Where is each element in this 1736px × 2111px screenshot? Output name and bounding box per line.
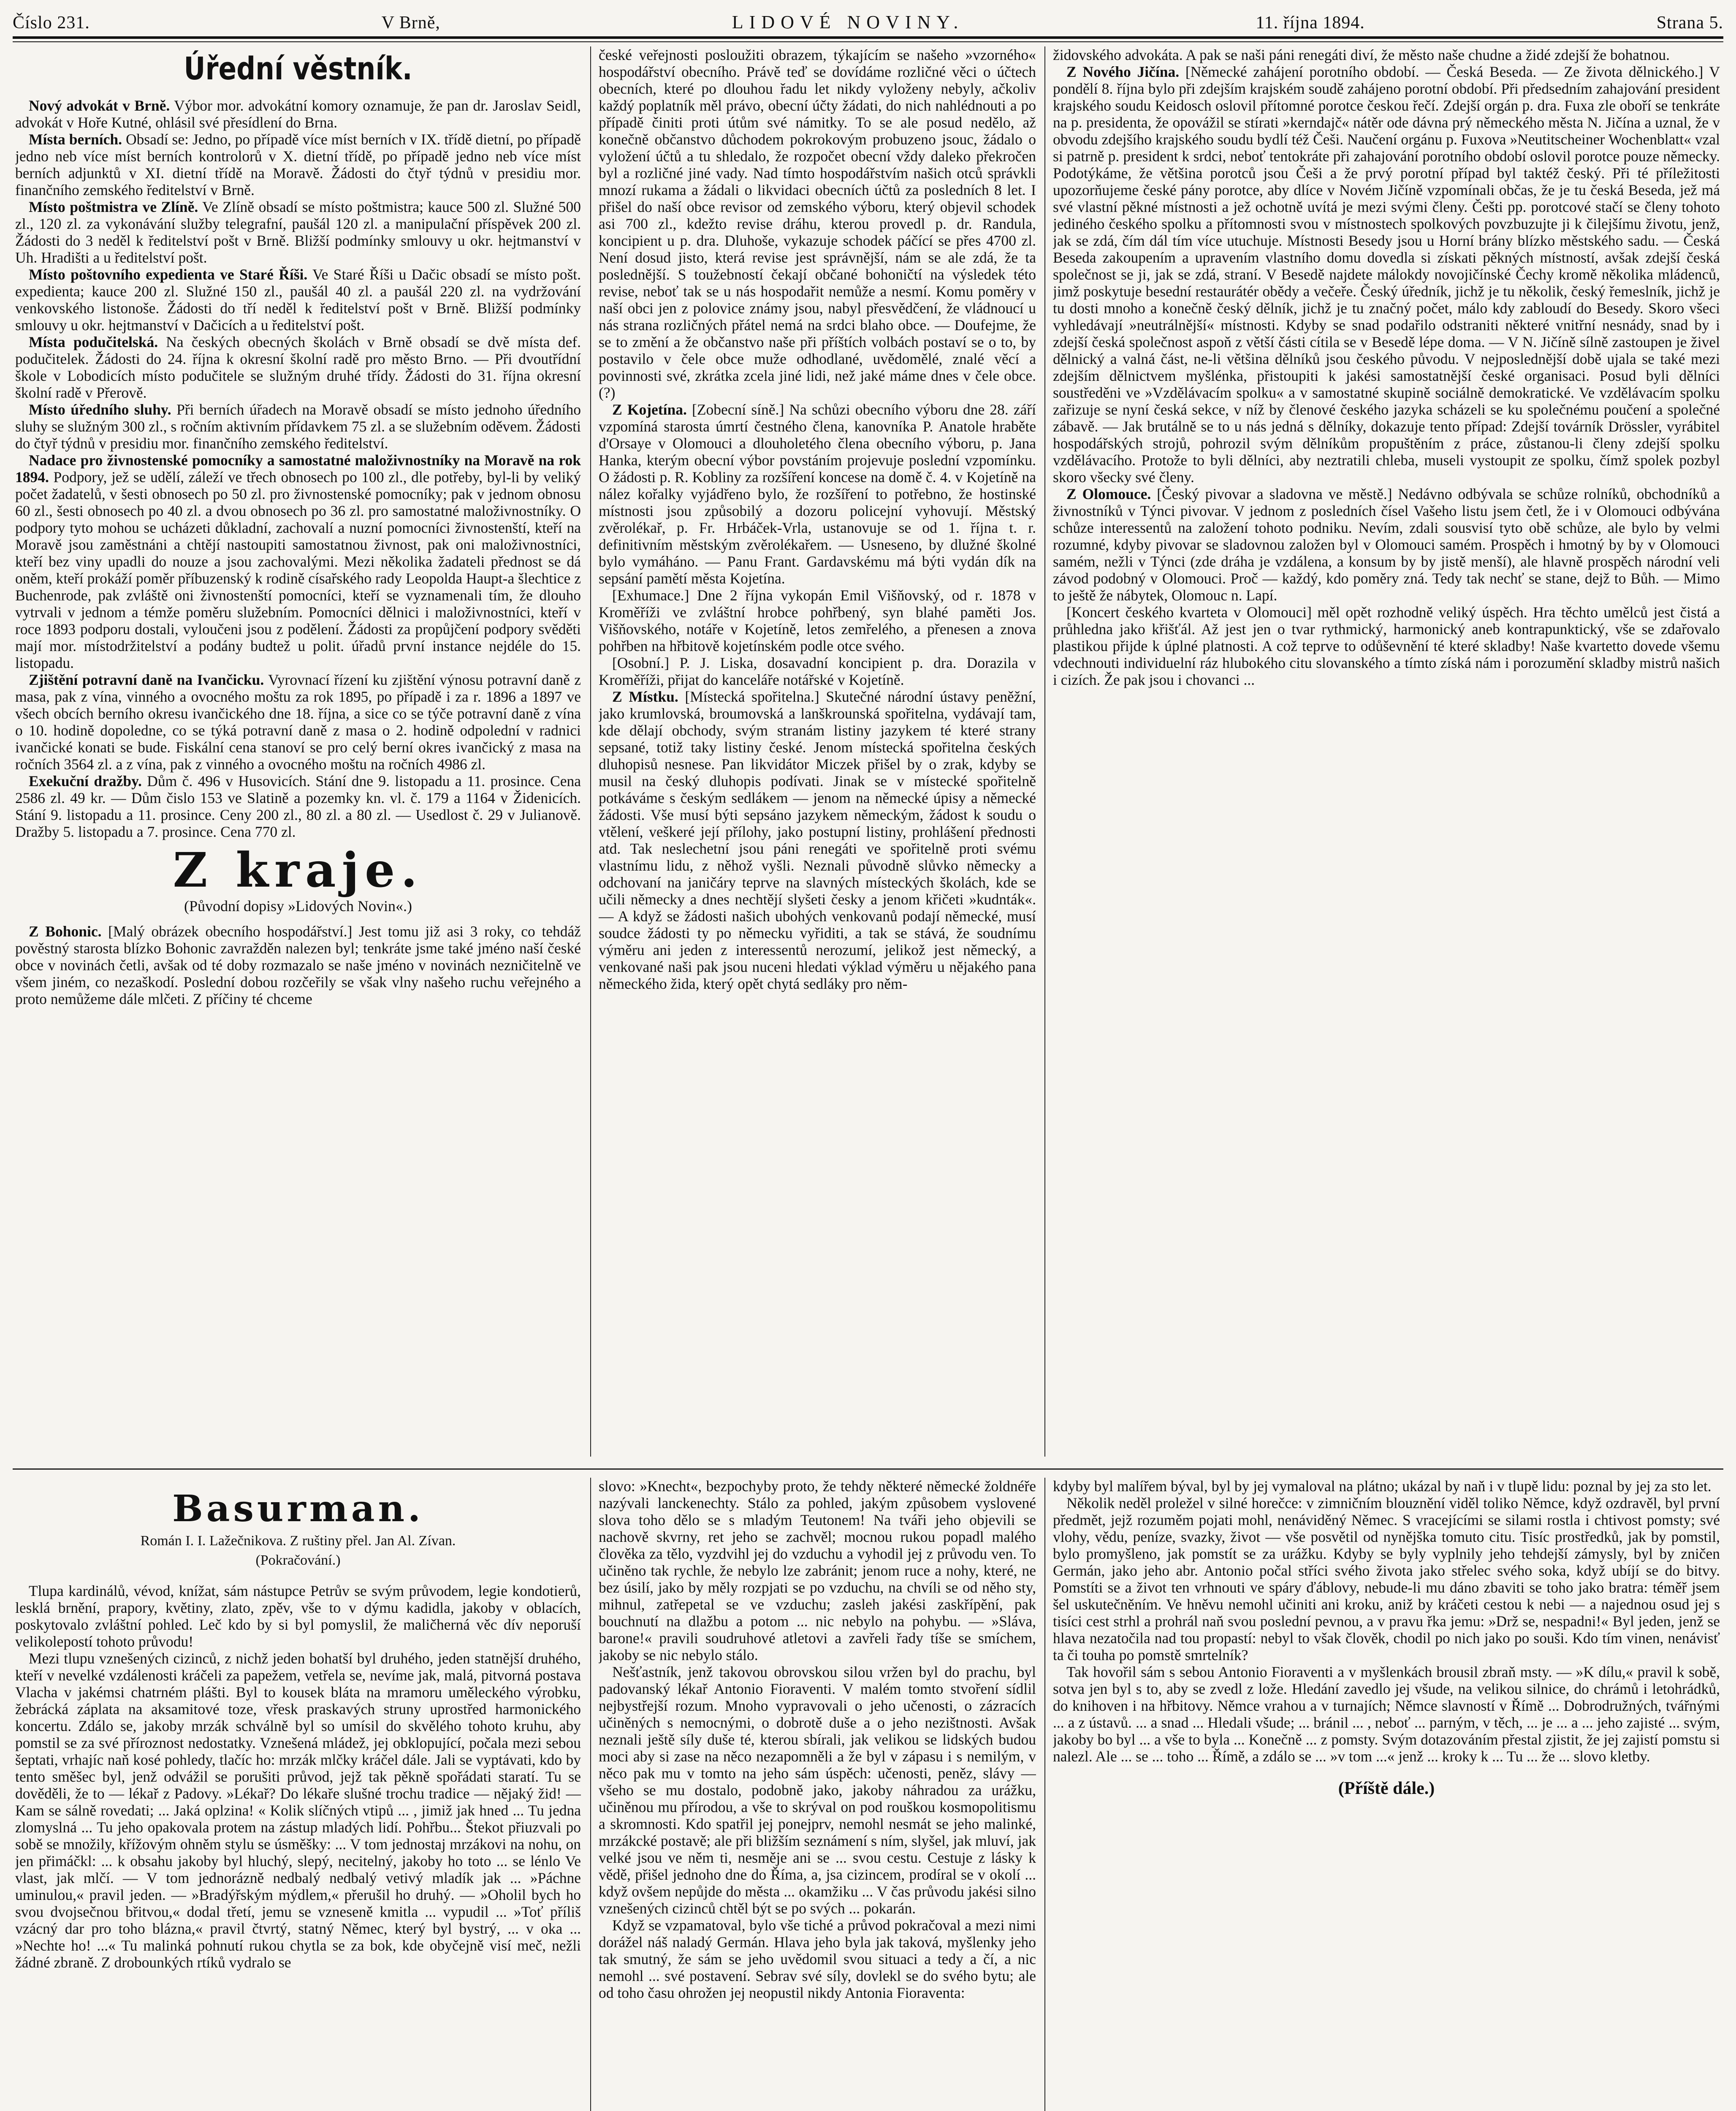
novel-paragraph: Když se vzpamatoval, bylo vše tiché a průvod pokračoval a mezi nimi dorážel náš naladý Germán. Hlava jeho byla jak taková, myšlenky jeho tak smutný, že sám se jeho uvědomil svou situaci a tedy a čí, a nic nemohl ... své postavení. Sebrav své síly, dovlekl se do svého bytu; ale od toho času ohrožen jej neopustil nikdy Antonia Fioraventa: — [599, 1917, 1036, 2001]
item-text: Vyrovnací řízení ku zjištění výnosu potravní daně z masa, pak z vína, vinného a ovocného moštu za rok 1895, po případě i za r. 1896 a 1897 ve všech obcích berního okresu ivančického dne 18. října, a sice co se týče potravní daně z vína o 10. hodině dopoledne, co se týká potravní daně z masa o 2. hodině odpolední v radnici ivančické konati se bude. Fiskální cena stanoví se pro celý berní okres ivančický z masa na ročních 3564 zl. a z vína, pak z vinného a ovocného moštu na ročních 4986 zl. — [15, 671, 581, 773]
item-lead: Místo úředního sluhy. — [29, 401, 171, 418]
novel-paragraph: Nešťastník, jenž takovou obrovskou silou vržen byl do prachu, byl padovanský lékař Antonio Fioraventi. V malém tomto stvoření sídlil nejbystřejší rozum. Mnoho vypravovali o jeho učenosti, o zázracích učiněných s nemocnými, o dobrotě duše a o jeho nezištnosti. Avšak neznali ještě síly duše té, kterou sbírali, jak velikou se lidských budou moci aby si zase na něco nezapomněli a že byl v zápasu i s nemilým, v něco pak mu v tomto na jeho sám úspěch: učenosti, peněz, slávy — všeho se mu dostalo, podobně jako, jakoby náhradou za urážku, učiněnou mu přírodou, a vše to skrýval on pod rouškou kosmopolitismu a skromnosti. Kdo spatřil jej ponejprv, nemohl nesmát se jeho malinké, mrzákcké postavě; ale při bližším seznámení s ním, slyšel, jak mluví, jak velké jsou ve něm ti, nesměje ani se ... svou cestu. Cestuje z lásky k vědě, přišel jednoho dne do Říma, a, jsa cizincem, prodíral se v okolí ... když ovšem nepůjde do města ... okamžiku ... V čas průvodu jakési silno vznešených cizinců chtěl být se po svých ... pokarán. — [599, 1663, 1036, 1917]
item-text: české veřejnosti posloužiti obrazem, týkajícím se našeho »vzorného« hospodářství obecního. Právě teď se dovídáme rozličné věci o účtech obecních, které po dlouhou řadu let nikdy vyloženy nebyly, ačkoliv každý poplatník měl právo, obecní účty žádati, do nich nahlédnouti a po případě činiti proti útům své námitky. To se ale posud nedělo, až konečně občanstvo důchodem pokrokovým probuzeno jsouc, žádalo o vyložení účtů a tu shledalo, že rozpočet obecní vždy daleko překročen byl a rozličné jiné vady. Nad tímto hospodářstvím našich otců správkli mnozí rukama a žádali o likvidaci obecních účtů za posledních 8 let. I přišel do naší obce revisor od zemského výboru, který objevil schodek asi 700 zl., kdežto revise dráhu, kterou provedl p. dr. Randula, koncipient u p. dra. Dluhoše, vykazuje schodek páčící se přes 4700 zl. Není dosud jisto, která revise jest správnější, nám se ale zdá, že ta poslednější. S toužebností čekají občané bohoničtí na výsledek této revise, neboť tak se u nás hospodařit nemůže a nesmí. Komu poměry v naší obci jen z polovice známy jsou, nabyl přesvědčení, že vládnoucí u nás strana rozličných přátel nemá na srdci blaho obce. — Doufejme, že se to změní a že občanstvo naše při příštích volbách postaví se o to, by postavilo v čele obce muže odhodlané, uvědomělé, znalé věcí a povinnosti své, zkrátka zcela jiné lidi, než jaké máme dnes v čele obce. (?) — [599, 46, 1036, 401]
item-text: [Český pivovar a sladovna ve městě.] Nedávno odbývala se schůze rolníků, obchodníků a živnostníků v Týnci pivovar. V jednom z posledních čísel Vašeho listu jsem četl, že i v Olomouci odbývána schůze interessentů na založení tohoto podniku. Nevím, zdali sousvisí tyto obě schůze, ale bylo by velmi rozumné, kdyby pivovar se sladovnou založen byl v Olomouci samém. Prospěch i hmotný by by v Olomouci samém, nežli v Týnci (zde dráha je vzdálena, a konsum by by jistě menší), ale hlavně prospěch národní veli závod podobný v Olomouci. Proč — každý, kdo poměry zná. Tedy tak nechť se stane, dejž to Bůh. — Mimo to ještě že nábytek, Olomouc n. Lapí. — [1053, 486, 1720, 604]
page-number: Strana 5. — [1656, 13, 1723, 33]
novel-paragraph: Tlupa kardinálů, vévod, knížat, sám nástupce Petrův se svým průvodem, legie kondotierů, lesklá brnění, prapory, květiny, zlato, zpěv, vše to v dýmu kadidla, jakoby v oblacích, poskytovalo zvláštní pohled. Leč kdo by si byl pomyslil, že maličherná věc dív neporuší velikolepostí tohoto průvodu! — [15, 1582, 581, 1650]
item-text: Obsadí se: Jedno, po případě více míst berních v IX. třídě dietní, po případě jedno neb více míst berních kontrolorů v X. dietní třídě, po případě jedno neb více míst berních adjunktů v XI. dietní třídě na Moravě. Žádosti do čtyř týdnů v presidiu mor. finančního zemského ředitelství v Brně. — [15, 131, 581, 198]
item-lead: Místo poštmistra ve Zlíně. — [29, 198, 198, 215]
item-lead: Nadace pro živnostenské pomocníky a samostatné maloživnostníky na Moravě na rok 1894. — [15, 452, 581, 486]
dateline: Z Místku. — [612, 688, 678, 705]
item-text: Na českých obecných školách v Brně obsadí se dvě místa def. podučitelek. Žádosti do 24. října k okresní školní radě pro město Brno. — Při dvoutřídní škole v Lobodicích místo podučitele se služným druhé třídy. Žádosti do 31. října okresní školní radě v Přerově. — [15, 334, 581, 401]
feuilleton-column-1 — [15, 1478, 581, 2111]
item-text: [Místecká spořitelna.] Skutečné národní ústavy peněžní, jako krumlovská, broumovská a lanškrounská spořitelna, vydávají tam, kde dělají obchody, svým stranám listiny jazykem té které strany sepsané, totiž taky listiny české. Jenom místecká spořitelna českých dluhopisů nesnese. Pan likvidátor Miczek přišel by o zrak, kdyby se musil na český dluhopis podívati. Jinak se v místecké spořitelně potkáváme s českým sedlákem — jenom na německé úpisy a německé žádosti. Vše musí býti sepsáno jazykem německým, žádost k soudu o vtělení, veškeré její přílohy, jako postupní listiny, prohlášení přednosti atd. Tak neslechetní jsou páni renegáti ve spořitelně proti svému vlastnímu lidu, z něhož vyšli. Neznali původně slůvko německy a odchovaní na janičáry teprve na slavných místeckých školách, kde se učili německy a dnes nechtějí slyšeti česky a jenom křičeti »kudnták«. — A když se žádosti našich ubohých venkovanů podají německé, musí soudce žádosti ty po německu vyřiditi, a tak se stává, že soudnímu výměru ani jeden z interessentů nerozumí, jelikož jest německý, a venkované naši pak jsou nuceni hledati výklad výměru u nějakého pana německého žida, který opět chytá sedláky pro něm- — [599, 688, 1036, 992]
column-regional-news-2 — [1053, 46, 1720, 1461]
item-text: Podpory, jež se udělí, záleží ve třech obnosech po 100 zl., dle potřeby, byl-li by veliký počet žadatelů, v šesti obnosech po 50 zl. pro živnostenské pomocníky; pak v jednom obnosu 60 zl., šesti obnosech po 40 zl. a dvou obnosech po 36 zl. pro samostatné maloživnostníky. O podpory tyto mohou se ucházeti důkladní, zachovalí a nuzní pomocníci živnostenští, kteří na Moravě jsou zaměstnáni a chtějí nastoupiti samostatnou živnost, pak oni maloživnostníci, kteří bez viny upadli do nouze a jsou zachovalými. Mezi několika žadateli přednost se dá oněm, kteří prokáží poměr příbuzenský k rodině císařského rady Leopolda Haupt-a šlechtice z Buchenrode, pak zvláště oni živnostenští pomocníci, kteří se vyznamenali tím, že dlouho vytrvali v jednom a témže poměru služebním. Pomocníci dělnici i maloživnostníci, kteří v roce 1893 podporu dostali, vyloučeni jsou z podělení. Žádosti za propůjčení podpory svěděti mají mor. místodržitelství a podány budtež u polit. úřadů první instance nejdéle do 15. listopadu. — [15, 469, 581, 671]
item-lead: Nový advokát v Brně. — [29, 97, 170, 114]
section-subheading: (Původní dopisy »Lidových Novin«.) — [184, 898, 412, 914]
date: 11. října 1894. — [1256, 13, 1365, 33]
item-text: [Exhumace.] Dne 2 října vykopán Emil Višňovský, od r. 1878 v Kroměříži ve zvláštní hrobce pohřbený, syn blahé paměti Jos. Višňovského, notáře v Kojetíně, letos zemřelého, a přenesen a znova pohřben na hřbitově kojetínském podle otce svého. — [599, 587, 1036, 654]
novel-paragraph: kdyby byl malířem býval, byl by jej vymaloval na plátno; ukázal by naň i v tlupě lidu: poznal by jej za sto let. — [1053, 1478, 1712, 1495]
column-rule — [1044, 1478, 1045, 2111]
item-text: [Koncert českého kvarteta v Olomouci] měl opět rozhodně veliký úspěch. Hra těchto umělců jest čistá a průhledna jako křišťál. Až jest jen o tvar rythmický, harmonický aneb kontrapunktický, vše se zdařovalo plastikou přijde k úplné platnosti. A což teprve to odůševnění té které skladby! Naše kvartetto dovede všemu vdechnouti individuelní ráz hlubokého citu slovanského a tímto získá nám i porozumění skladby mistrů našich i cizích. Že pak jsou i chovanci ... — [1053, 604, 1720, 688]
item-text: Výbor mor. advokátní komory oznamuje, že pan dr. Jaroslav Seidl, advokát v Hoře Kutné, ohlásil své přesídlení do Brna. — [15, 97, 581, 131]
dateline: Z Nového Jičína. — [1066, 63, 1180, 80]
novel-byline: Román I. I. Lažečnikova. Z ruštiny přel. Jan Al. Zívan. — [140, 1533, 456, 1549]
page-header — [13, 6, 1723, 33]
feuilleton-column-2 — [599, 1478, 1036, 2111]
dateline: Z Bohonic. — [29, 923, 102, 940]
item-lead: Exekuční dražby. — [29, 773, 142, 790]
item-text: [Malý obrázek obecního hospodářství.] Jest tomu již asi 3 roky, co tehdáž pověstný starosta blízko Bohonic zavražděn nalezen byl; tenkráte jsme také jméno naší české obce v novinách četli, avšak od té doby rozmazalo se naše jméno v novinách nezničitelně ve všem jiném, co nezaškodí. Poslední dobou rozčeřily se však vlny našeho ruchu veřejného a proto nemůžeme dále mlčeti. Z příčiny té chceme — [15, 923, 581, 1007]
continuation-note: (Pokračování.) — [255, 1552, 341, 1568]
item-text: Ve Staré Říši u Dačic obsadí se místo pošt. expedienta; kauce 200 zl. Služné 150 zl., paušál 40 zl. a paušál 220 zl. na vydržování venkovského listonoše. Žádosti do tří neděl k ředitelství pošt v Brně. Bližší podmínky smlouvy u okr. hejtmanství v Dačicích a u ředitelství pošt. — [15, 266, 581, 334]
column-rule — [590, 46, 591, 1457]
official-gazette-heading: Úřední věstník. — [184, 51, 412, 87]
newspaper-title: LIDOVÉ NOVINY. — [732, 12, 964, 33]
dateline: Z Olomouce. — [1066, 486, 1151, 502]
header-rule-thin — [13, 41, 1723, 42]
feuilleton-rule — [13, 1468, 1723, 1470]
column-official-news — [15, 46, 581, 1461]
section-heading: Z kraje. — [173, 843, 423, 898]
to-be-continued: (Příště dále.) — [1338, 1779, 1435, 1798]
feuilleton-column-3 — [1053, 1478, 1720, 2111]
column-rule — [590, 1478, 591, 2111]
item-text: [Osobní.] P. J. Liska, dosavadní koncipient p. dra. Dorazila v Kroměříži, přijat do kanceláře notářské v Kojetíně. — [599, 654, 1036, 688]
novel-paragraph: Tak hovořil sám s sebou Antonio Fioraventi a v myšlenkách brousil zbraň msty. — »K dílu,« pravil k sobě, sotva jen byl s to, aby se zvedl z lože. Hledání zavedlo jej všude, na velikou silnice, do chrámů i letohrádků, do knihoven i na hřbitovy. Němce vrahou a v turnajích; Němce slavností v Římě ... Dobrodružných, tvářnými ... a z ústavů. ... a snad ... Hledali všude; ... bránil ... , neboť ... parným, v těch, ... je ... a ... jeho zajisté ... svým, jakoby bo byl ... a vše to byla ... Konečně ... z pomsty. Svým dotazováním přestal zjistit, že jej zajistí pomstu si nalezl. Ale ... se ... toho ... Římě, a zdálo se ... »v tom ...« jenž ... kroky k ... Tu ... že ... slovo kletby. — [1053, 1663, 1720, 1765]
novel-paragraph: Několik neděl proležel v silné horečce: v zimničním blouznění viděl toliko Němce, když ozdravěl, byl první předmět, jejž rozuměm pojati mohl, nenáviděný Němec. S vracejícími se silami rostla i chtivost pomsty; své vlohy, vědu, peníze, svazky, život — vše posvětil od nynějška tomuto citu. Tisíc prostředků, jak by pomstil, bylo promyšleno, jak pomstít se za urážku. Kdyby se byly vyplnily jeho tehdejší zámysly, byl by zničen Germán, jako jeho abr. Antonio počal stříci svého života jako střelec svého soka, když ubíjí se do bitvy. Pomstíti se a život ten vrhnouti ve spáry ďáblovy, nebude-li mu dáno zbaviti se toho jako bratra: téměř jsem šel uskutečněním. Ve hněvu nemohl učiniti ani kroku, aniž by kráčeti cestou k nebi — a najednou osud jej s tisíci cest strhl a prohrál naň svou poslední pevnou, a v pravu řka jemu: »Drž se, nespadni!« Byl jeden, jenž se hlava nezatočila nad tou propastí: nebyl to však člověk, chodil po nich jako po souši. Kdo tím vinen, nenávisť ta či touha po pomstě smrtelník? — [1053, 1495, 1720, 1663]
item-text: [Německé zahájení porotního období. — Česká Beseda. — Ze života dělnického.] V pondělí 8. října bylo při zdejším krajském soudě zahájeno porotní období. Při předsedním zahajování president krajského soudu Keidosch oslovil přítomné porotce českou řečí. Zdejší orgán p. dra. Fuxa zle oboří se tenkráte na p. presidenta, že opovážil se stírati »kerndajč« nátěr ode dávna prý německého města N. Jičína a uznal, že v obvodu zdejšího krajského soudu bydlí též Češi. Naučení orgánu p. Fuxova »Neutitscheiner Wochenblatt« vzal si patrně p. president k srdci, neboť tentokráte při zahajování porotního období oslovil porotce pouze německy. Podotýkáme, že většina porotců jsou Češi a že prvý porotní případ byl taktéž český. Při té příležitosti upozorňujeme české pány porotce, aby dlíce v Novém Jičíně vzpomínali občas, že je tu česká Beseda, jež má své vlastní pěkné místnosti a jež ochotně uvítá je mezi svými členy. Češti pp. porotcové stačí se členy tohoto jediného českého spolku a přítomnosti svou v místnostech spolkových povzbuzujte ji k čilejšímu životu, jenž, jak se zdá, čím dál tím více utuchuje. Místnosti Besedy jsou u Horní brány blízko městského sadu. — Česká Beseda zakoupením a upravením vlastního domu dovedla si získati pěkných místností, avšak zdejší česká společnost se ji, jak se zdá, straní. V Besedě najdete málokdy novojičínské Čechy kromě několika mládenců, jimž poskytuje besední restaurátér obědy a večeře. Český úředník, jichž je tu několik, český řemeslník, jichž je tu dosti mnoho a konečně český dělník, jichž je tu značný počet, málo kdy zabloudí do Besedy. Skoro všeci vyhledávají »neutrálnější« místnosti. Kdyby se snad podařilo odstraniti některé vnitřní nesnády, snad by i zdejší česká společnost aspoň z větší části cítila se v Besedě lépe doma. — V N. Jičíně sílně zastoupen je živel dělnický a valná část, ne-li většina dělníků jsou českého původu. V nejposlednější době ujala se také mezi zdejším dělnictvem myšlénka, přistoupiti k jakési samostatnější české organisaci. Posud byli dělníci soustředěni ve »Vzdělávacím spolku« a v samostatné skupině sociálně demokratické. Ve vzdělávacím spolku zařizuje se nyní česká sekce, v níž by členové českého jazyka scházeli se ku společnému poučení a společné zábavě. — Jak brutálně se to u nás jedná s dělníky, dokazuje tento případ: Zdejší továrník Drössler, vyrábitel hospodářských strojů, pohrozil svým dělníkům propuštěním z práce, zůstanou-li členy zdejší spolku vzdělávacího. Protože to byli dělníci, aby neztratili chleba, museli vystoupit ze spolku, čímž spolek pozbyl skoro všecky své členy. — [1053, 63, 1720, 486]
item-text: Dům č. 496 v Husovicích. Stání dne 9. listopadu a 11. prosince. Cena 2586 zl. 49 kr. — Dům čislo 153 ve Slatině a pozemky kn. vl. č. 179 a 1164 v Židenicích. Stání 9. listopadu a 11. prosince. Ceny 200 zl., 80 zl. a 80 zl. — Usedlost č. 29 v Julianově. Dražby 5. listopadu a 7. prosince. Cena 770 zl. — [15, 773, 581, 840]
column-regional-news — [599, 46, 1036, 1461]
header-rule — [13, 36, 1723, 39]
issue-number: Číslo 231. — [13, 13, 90, 33]
novel-paragraph: Mezi tlupu vznešených cizinců, z nichž jeden bohatší byl druhého, jeden statnější druhého, kteří v nevelké vzdálenosti kráčeli za papežem, vetřela se, nevíme jak, malá, pitvorná postava Vlacha v jakémsi chatrném plášti. Byl to kousek bláta na mramoru uměleckého výrobku, žebrácká záplata na aksamitové toze, vřesk praskavých struny uprostřed harmonického koncertu. Zdálo se, jakoby mrzák schválně byl so umísil do skvělého tohoto kruhu, aby pomstil se za své příroznost nedostatky. Vznešená mládež, jej obklopující, počala mezi sebou šeptati, vrhajíc naň kosé pohledy, tlačíc ho: mrzák mlčky kráčel dále. Jali se vyptávati, kdo by tento směšec byl, jenž odvážil se porušiti průvod, jejž tak pěkně spořádati staratí. Tu se dověděli, že to — lékař z Padovy. »Lékař? Do lékaře slušné trochu tradice — nějaký žid! — Kam se sálně rovedati; ... Jaká oplzina! « Kolik slíčných vtipů ... , jimiž jak hned ... Tu jedna zlomyslná ... Tu jeho opakovala protem na zástup mladých lidí. Pohřbu... Štekot přiuzvali po sobě se množily, křížovým ohněm stylu se úsměšky: ... V tom jednostaj mrzákovi na nohu, on jen přimáčkl: ... k obsahu jakoby byl hluchý, slepý, necitelný, jakoby ho toto ... se lénlo Ve vlast, jak mlčí. — V tom jednorázně nedbalý nedbalý vetivý mladík jak ... »Páchne uminulou,« pravil jeden. — »Bradýřským mýdlem,« přerušil ho druhý. — »Oholil bych ho svou dvojsečnou břitvou,« dodal třetí, jemu se vzneseně kmitla ... vypudil ... »Toť příliš vzácný dar pro toho blázna,« pravil čtvrtý, statný Němec, který byl bystrý, ... v oka ... »Nechte ho! ...« Tu malinká pohnutí rukou chytla se za bok, kde obyčejně visí meč, nežli žádné zbraně. Z drobounkých rtíků vydralo se — [15, 1650, 581, 1971]
column-rule — [1044, 46, 1045, 1457]
item-lead: Zjištění potravní daně na Ivančicku. — [29, 671, 264, 688]
item-lead: Místo poštovního expedienta ve Staré Říši. — [29, 266, 308, 283]
item-text: Při berních úřadech na Moravě obsadí se místo jednoho úředního sluhy se služným 300 zl., s ročním aktivním přídavkem 75 zl. a se služebním oděvem. Žádosti do čtyř týdnů v presidiu mor. finančního zemského ředitelství. — [15, 401, 581, 452]
novel-title: Basurman. — [172, 1487, 424, 1530]
novel-paragraph: slovo: »Knecht«, bezpochyby proto, že tehdy některé německé žoldnéře nazývali lanckenechty. Stálo za pohled, jakým způsobem vyslovené slova toho dělo se s mladým Teutonem! Na tváři jeho objevili se nachově skvrny, ret jeho se zachvěl; mocnou rukou popadl malého člověka za tělo, vyzdvihl jej do vzduchu a vyhodil jej z průvodu ven. To učiněno tak rychle, že nebylo lze zabránit; jenom ruce a nohy, které, ne bez úsilí, jako by měly rozpjati se po vzduchu, na chvíli se od něho sty, mihnul, zatřepetal se ve vzduchu; zasleh jakési zaskřípění, pak bouchnutí na dlažbu a potom ... nic nebylo na pohybu. — »Sláva, barone!« pravili soudruhové atletovi a zavřeli řady tíše se smíchem, jakoby se nic nebylo stálo. — [599, 1478, 1036, 1663]
item-lead: Místa berních. — [29, 131, 122, 148]
item-text: židovského advokáta. A pak se naši páni renegáti diví, že město naše chudne a židé zdejší že bohatnou. — [1053, 46, 1670, 63]
place: V Brně, — [381, 13, 440, 33]
item-text: [Zobecní síně.] Na schůzi obecního výboru dne 28. září vzpomíná starosta úmrtí čestného člena, kanovníka P. Anatole hraběte d'Orsaye v Olomouci a dlouholetého člena obecního výboru, p. Jana Hanka, kterým obecní výbor povstáním projevuje poslední vzpomínku. O žádosti p. R. Kobliny za rozšíření koncese na domě č. 4. v Kojetíně na nález kořalky vyjádřeno bylo, že rozšíření to potřebno, že hostinské místnosti jsou způsobilý a dozoru policejní vyhovují. Městský zvěrolékař, p. Fr. Hrbáček-Vrla, ustanovuje se od 1. října t. r. definitivním městským zvěrolékařem. — Usneseno, by dlužné školné bylo vymáháno. — Panu Frant. Gardavskému má býti vydán dík na sepsání pamětí města Kojetína. — [599, 401, 1036, 587]
item-text: Ve Zlíně obsadí se místo poštmistra; kauce 500 zl. Služné 500 zl., 120 zl. za vykonávání služby telegrafní, paušál 120 zl. a manipulační příspěvek 200 zl. Žádosti do 3 neděl k ředitelství pošt v Brně. Bližší podmínky smlouvy u okr. hejtmanství v Uh. Hradišti a u ředitelství pošt. — [15, 198, 581, 266]
dateline: Z Kojetína. — [612, 401, 687, 418]
item-lead: Místa podučitelská. — [29, 334, 158, 350]
